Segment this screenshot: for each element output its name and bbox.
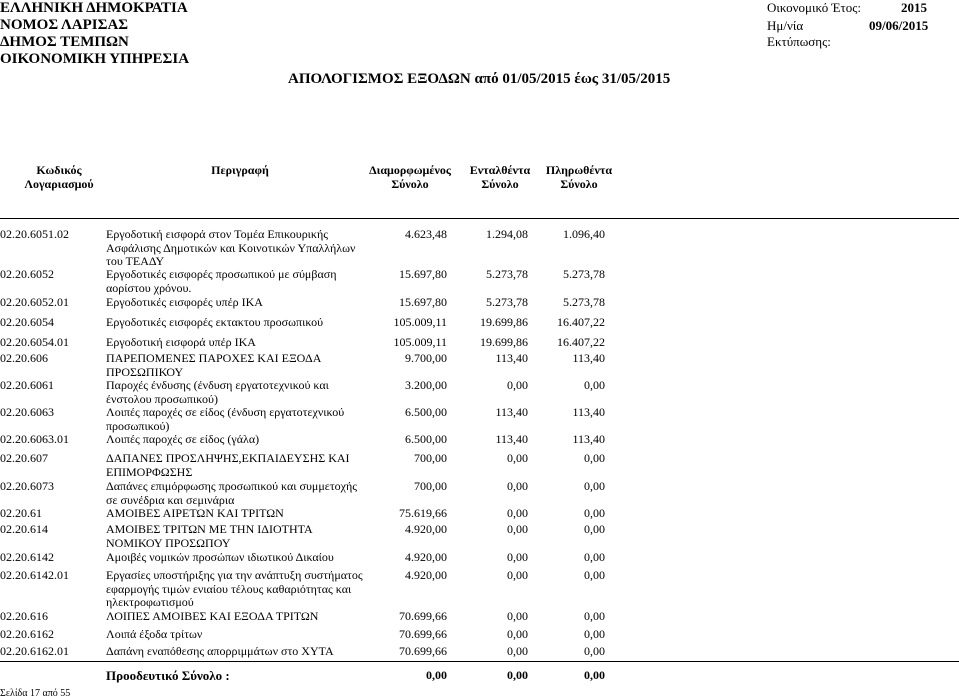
header-line: ΟΙΚΟΝΟΜΙΚΗ ΥΠΗΡΕΣΙΑ — [0, 51, 190, 67]
description: ΛΟΙΠΕΣ ΑΜΟΙΒΕΣ ΚΑΙ ΕΞΟΔΑ ΤΡΙΤΩΝ — [106, 609, 319, 623]
subtotal-formed: 0,00 — [426, 668, 447, 682]
header-line: ΕΛΛΗΝΙΚΗ ΔΗΜΟΚΡΑΤΙΑ — [0, 0, 188, 16]
formed-total: 6.500,00 — [405, 405, 447, 419]
account-code: 02.20.616 — [0, 609, 48, 623]
formed-total: 700,00 — [414, 479, 447, 493]
paid-total: 0,00 — [584, 550, 605, 564]
formed-total: 70.699,66 — [399, 627, 447, 641]
committed-total: 0,00 — [507, 451, 528, 465]
header-line: ΝΟΜΟΣ ΛΑΡΙΣΑΣ — [0, 17, 129, 33]
formed-total: 700,00 — [414, 451, 447, 465]
paid-total: 113,40 — [572, 351, 605, 365]
account-code: 02.20.6162 — [0, 627, 54, 641]
paid-total: 113,40 — [572, 405, 605, 419]
account-code: 02.20.61 — [0, 506, 42, 520]
formed-total: 4.623,48 — [405, 227, 447, 241]
committed-total: 0,00 — [507, 550, 528, 564]
paid-total: 0,00 — [584, 522, 605, 536]
account-code: 02.20.6142.01 — [0, 568, 69, 582]
committed-total: 1.294,08 — [486, 227, 528, 241]
description: Εργοδοτικές εισφορές προσωπικού με σύμβαση αορίστου χρόνου. — [106, 267, 337, 295]
committed-total: 0,00 — [507, 378, 528, 392]
header-line: ΔΗΜΟΣ ΤΕΜΠΩΝ — [0, 34, 129, 50]
formed-total: 3.200,00 — [405, 378, 447, 392]
print-label: Εκτύπωσης: — [767, 34, 831, 49]
formed-total: 70.699,66 — [399, 644, 447, 658]
paid-total: 5.273,78 — [563, 267, 605, 281]
account-code: 02.20.6063.01 — [0, 432, 69, 446]
committed-total: 0,00 — [507, 644, 528, 658]
description: Εργοδοτική εισφορά στον Τομέα Επικουρικής Ασφάλισης Δημοτικών και Κοινοτικών Υπαλλήλων του ΤΕΑΔΥ — [106, 227, 356, 268]
description: ΑΜΟΙΒΕΣ ΑΙΡΕΤΩΝ ΚΑΙ ΤΡΙΤΩΝ — [106, 506, 284, 520]
col-header-code: Κωδικός Λογαριασμού — [24, 163, 94, 191]
formed-total: 105.009,11 — [393, 315, 447, 329]
committed-total: 113,40 — [495, 432, 528, 446]
col-header-formed: Διαμορφωμένος Σύνολο — [369, 163, 451, 191]
account-code: 02.20.6061 — [0, 378, 54, 392]
formed-total: 15.697,80 — [399, 267, 447, 281]
subtotal-label: Προοδευτικό Σύνολο : — [106, 668, 230, 683]
page-number: Σελίδα 17 από 55 — [0, 688, 71, 699]
description: Εργοδοτική εισφορά υπέρ ΙΚΑ — [106, 335, 256, 349]
formed-total: 4.920,00 — [405, 568, 447, 582]
description: Λοιπά έξοδα τρίτων — [106, 627, 203, 641]
paid-total: 16.407,22 — [557, 335, 605, 349]
description: ΔΑΠΑΝΕΣ ΠΡΟΣΛΗΨΗΣ,ΕΚΠΑΙΔΕΥΣΗΣ ΚΑΙ ΕΠΙΜΟΡΦΩΣΗΣ — [106, 451, 350, 479]
formed-total: 15.697,80 — [399, 295, 447, 309]
formed-total: 6.500,00 — [405, 432, 447, 446]
description: Εργασίες υποστήριξης για την ανάπτυξη συστήματος εφαρμογής τιμών ενιαίου τέλους καθαριότητας και ηλεκτροφωτισμού — [106, 568, 363, 609]
footer-divider — [0, 661, 959, 662]
committed-total: 19.699,86 — [480, 315, 528, 329]
report-date: 09/06/2015 — [869, 18, 929, 33]
committed-total: 19.699,86 — [480, 335, 528, 349]
committed-total: 0,00 — [507, 568, 528, 582]
description: Δαπάνη εναπόθεσης απορριμμάτων στο ΧΥΤΑ — [106, 644, 334, 658]
account-code: 02.20.6073 — [0, 479, 54, 493]
account-code: 02.20.6142 — [0, 550, 54, 564]
paid-total: 0,00 — [584, 479, 605, 493]
committed-total: 0,00 — [507, 609, 528, 623]
account-code: 02.20.6054.01 — [0, 335, 69, 349]
paid-total: 0,00 — [584, 378, 605, 392]
formed-total: 75.619,66 — [399, 506, 447, 520]
date-label: Ημ/νία — [767, 18, 804, 33]
paid-total: 5.273,78 — [563, 295, 605, 309]
header-divider — [0, 218, 959, 219]
committed-total: 0,00 — [507, 506, 528, 520]
formed-total: 105.009,11 — [393, 335, 447, 349]
paid-total: 0,00 — [584, 644, 605, 658]
committed-total: 113,40 — [495, 405, 528, 419]
paid-total: 0,00 — [584, 609, 605, 623]
col-header-paid: Πληρωθέντα Σύνολο — [545, 163, 613, 191]
description: Αμοιβές νομικών προσώπων ιδιωτικού Δικαίου — [106, 550, 334, 564]
paid-total: 0,00 — [584, 506, 605, 520]
description: Λοιπές παροχές σε είδος (γάλα) — [106, 432, 260, 446]
account-code: 02.20.6052 — [0, 267, 54, 281]
fiscal-year: 2015 — [901, 0, 927, 15]
col-header-description: Περιγραφή — [211, 163, 269, 177]
account-code: 02.20.6162.01 — [0, 644, 69, 658]
org-header — [0, 0, 189, 68]
account-code: 02.20.6054 — [0, 315, 54, 329]
paid-total: 113,40 — [572, 432, 605, 446]
committed-total: 0,00 — [507, 627, 528, 641]
committed-total: 0,00 — [507, 479, 528, 493]
committed-total: 5.273,78 — [486, 267, 528, 281]
paid-total: 0,00 — [584, 568, 605, 582]
subtotal-committed: 0,00 — [507, 668, 528, 682]
paid-total: 16.407,22 — [557, 315, 605, 329]
formed-total: 4.920,00 — [405, 522, 447, 536]
formed-total: 4.920,00 — [405, 550, 447, 564]
account-code: 02.20.6063 — [0, 405, 54, 419]
description: ΑΜΟΙΒΕΣ ΤΡΙΤΩΝ ΜΕ ΤΗΝ ΙΔΙΟΤΗΤΑ ΝΟΜΙΚΟΥ ΠΡΟΣΩΠΟΥ — [106, 522, 312, 550]
formed-total: 9.700,00 — [405, 351, 447, 365]
account-code: 02.20.606 — [0, 351, 48, 365]
description: ΠΑΡΕΠΟΜΕΝΕΣ ΠΑΡΟΧΕΣ ΚΑΙ ΕΞΟΔΑ ΠΡΟΣΩΠΙΚΟΥ — [106, 351, 321, 379]
col-header-committed: Ενταλθέντα Σύνολο — [469, 163, 531, 191]
description: Δαπάνες επιμόρφωσης προσωπικού και συμμετοχής σε συνέδρια και σεμινάρια — [106, 479, 358, 507]
fiscal-year-label: Οικονομικό Έτος: — [767, 0, 862, 15]
paid-total: 1.096,40 — [563, 227, 605, 241]
description: Εργοδοτικές εισφορές υπέρ ΙΚΑ — [106, 295, 263, 309]
committed-total: 0,00 — [507, 522, 528, 536]
account-code: 02.20.6051.02 — [0, 227, 69, 241]
account-code: 02.20.614 — [0, 522, 48, 536]
description: Εργοδοτικές εισφορές εκτακτου προσωπικού — [106, 315, 324, 329]
description: Παροχές ένδυσης (ένδυση εργατοτεχνικού και ένστολου προσωπικού) — [106, 378, 329, 406]
committed-total: 5.273,78 — [486, 295, 528, 309]
paid-total: 0,00 — [584, 627, 605, 641]
report-title: ΑΠΟΛΟΓΙΣΜΟΣ ΕΞΟΔΩΝ από 01/05/2015 έως 31/05/2015 — [288, 71, 671, 87]
account-code: 02.20.6052.01 — [0, 295, 69, 309]
paid-total: 0,00 — [584, 451, 605, 465]
account-code: 02.20.607 — [0, 451, 48, 465]
formed-total: 70.699,66 — [399, 609, 447, 623]
subtotal-paid: 0,00 — [584, 668, 605, 682]
description: Λοιπές παροχές σε είδος (ένδυση εργατοτεχνικού προσωπικού) — [106, 405, 345, 433]
committed-total: 113,40 — [495, 351, 528, 365]
